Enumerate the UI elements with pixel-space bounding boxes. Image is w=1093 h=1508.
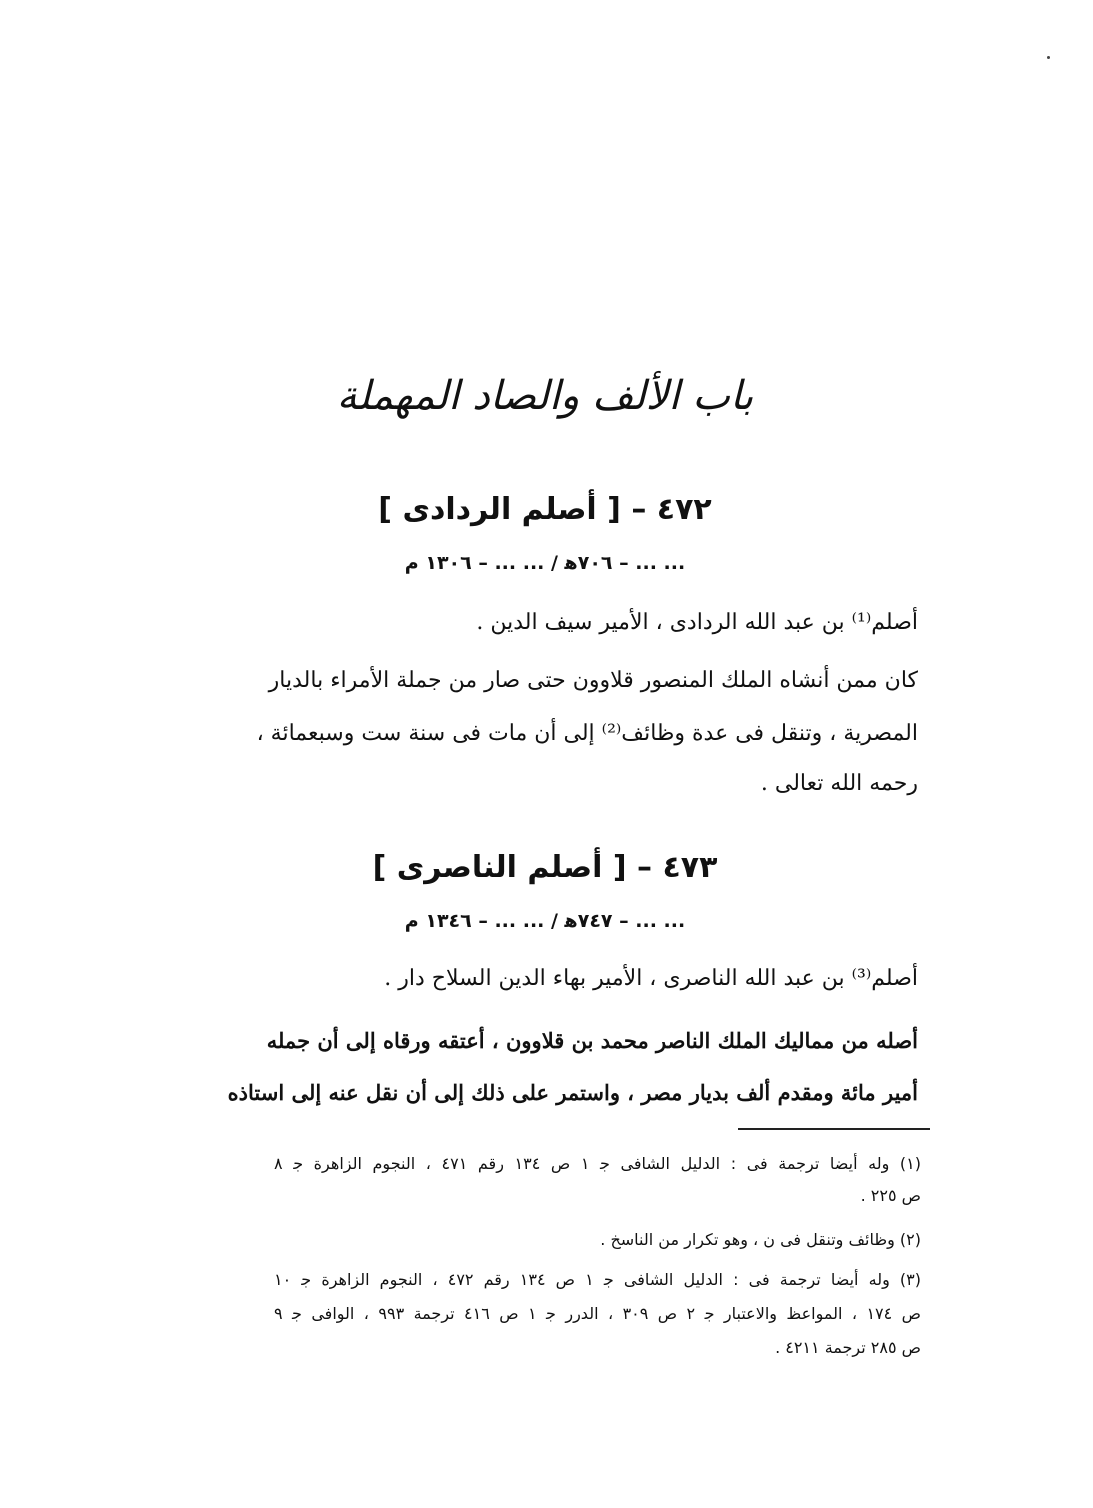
entry-body-line-473-1: أصله من مماليك الملك الناصر محمد بن قلاوون ، أعتقه ورقاه إلى أن جمله xyxy=(266,1028,918,1053)
footnote-3-line-1: (٣) وله أيضا ترجمة فى : الدليل الشافى ﺟ ١ ص ١٣٤ رقم ٤٧٢ ، النجوم الزاهرة ﺟ ١٠ xyxy=(274,1270,921,1289)
entry-body-line-472-1: كان ممن أنشاه الملك المنصور قلاوون حتى صار من جملة الأمراء بالديار xyxy=(268,668,918,693)
footnote-2: (٢) وظائف وتنقل فى ن ، وهو تكرار من الناسخ . xyxy=(600,1230,921,1249)
footnote-divider xyxy=(738,1128,930,1130)
entry-body-line-472-2: المصرية ، وتنقل فى عدة وظائف⁽²⁾ إلى أن مات فى سنة ست وسبعمائة ، xyxy=(256,721,918,746)
entry-dates-472: ... ... – ٧٠٦ﻫ / ... ... – ١٣٠٦ م xyxy=(404,552,686,574)
entry-dates-473: ... ... – ٧٤٧ﻫ / ... ... – ١٣٤٦ م xyxy=(404,910,686,932)
chapter-title: باب الألف والصاد المهملة xyxy=(336,373,754,419)
footnote-3-line-2: ص ١٧٤ ، المواعظ والاعتبار ﺟ ٢ ص ٣٠٩ ، الدرر ﺟ ١ ص ٤١٦ ترجمة ٩٩٣ ، الوافى ﺟ ٩ xyxy=(274,1304,922,1323)
footnote-1-line-1: (١) وله أيضا ترجمة فى : الدليل الشافى ﺟ ١ ص ١٣٤ رقم ٤٧١ ، النجوم الزاهرة ﺟ ٨ xyxy=(274,1154,921,1173)
entry-body-line-473-2: أمير مائة ومقدم ألف بديار مصر ، واستمر على ذلك إلى أن نقل عنه إلى استاذه xyxy=(227,1080,918,1105)
entry-body-line-472-3: رحمه الله تعالى . xyxy=(760,771,918,796)
entry-heading-473: ٤٧٣ – [ أصلم الناصرى ] xyxy=(372,850,718,885)
footnote-3-line-3: ص ٢٨٥ ترجمة ٤٢١١ . xyxy=(775,1338,921,1357)
entry-heading-472: ٤٧٢ – [ أصلم الردادى ] xyxy=(378,492,712,527)
entry-name-line-473: أصلم⁽³⁾ بن عبد الله الناصرى ، الأمير بهاء الدين السلاح دار . xyxy=(384,966,918,991)
entry-name-line-472: أصلم⁽¹⁾ بن عبد الله الردادى ، الأمير سيف الدين . xyxy=(476,610,918,635)
footnote-1-line-2: ص ٢٢٥ . xyxy=(860,1186,921,1205)
scan-speck xyxy=(1047,56,1050,59)
